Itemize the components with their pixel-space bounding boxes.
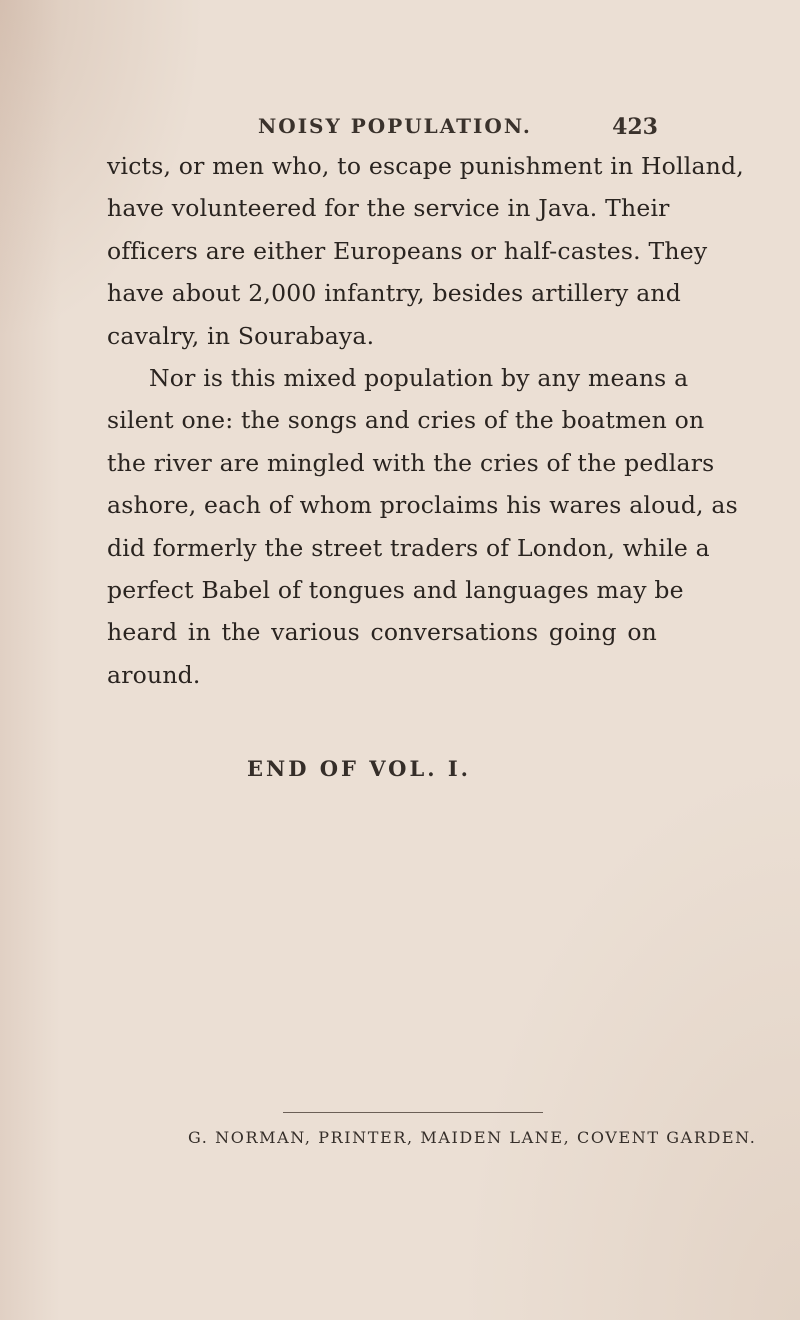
printer-imprint: G. NORMAN, PRINTER, MAIDEN LANE, COVENT GARDEN. [188, 1128, 757, 1147]
text-line: silent one: the songs and cries of the boatmen on [107, 406, 705, 435]
body-text [107, 145, 744, 696]
text-line: have about 2,000 infantry, besides artillery and [107, 279, 681, 308]
end-of-volume-mark: END OF VOL. I. [247, 756, 471, 781]
text-line: perfect Babel of tongues and languages may be [107, 575, 684, 604]
running-head [258, 114, 658, 148]
imprint-divider [283, 1112, 543, 1113]
paragraph-first-line: Nor is this mixed population by any means a [149, 363, 689, 392]
text-line: cavalry, in Sourabaya. [107, 321, 375, 350]
text-line: have volunteered for the service in Java. Their [107, 194, 670, 223]
text-line: heard in the various conversations going on [107, 618, 657, 647]
page-number: 423 [612, 114, 658, 140]
text-line: the river are mingled with the cries of the pedlars [107, 448, 715, 477]
text-line: victs, or men who, to escape punishment in Holland, [107, 152, 744, 180]
text-line: officers are either Europeans or half-castes. They [107, 236, 708, 265]
running-title: NOISY POPULATION. [258, 114, 532, 138]
text-line: did formerly the street traders of London, while a [107, 533, 710, 562]
text-line: ashore, each of whom proclaims his wares aloud, as [107, 491, 738, 520]
text-line: around. [107, 660, 201, 689]
